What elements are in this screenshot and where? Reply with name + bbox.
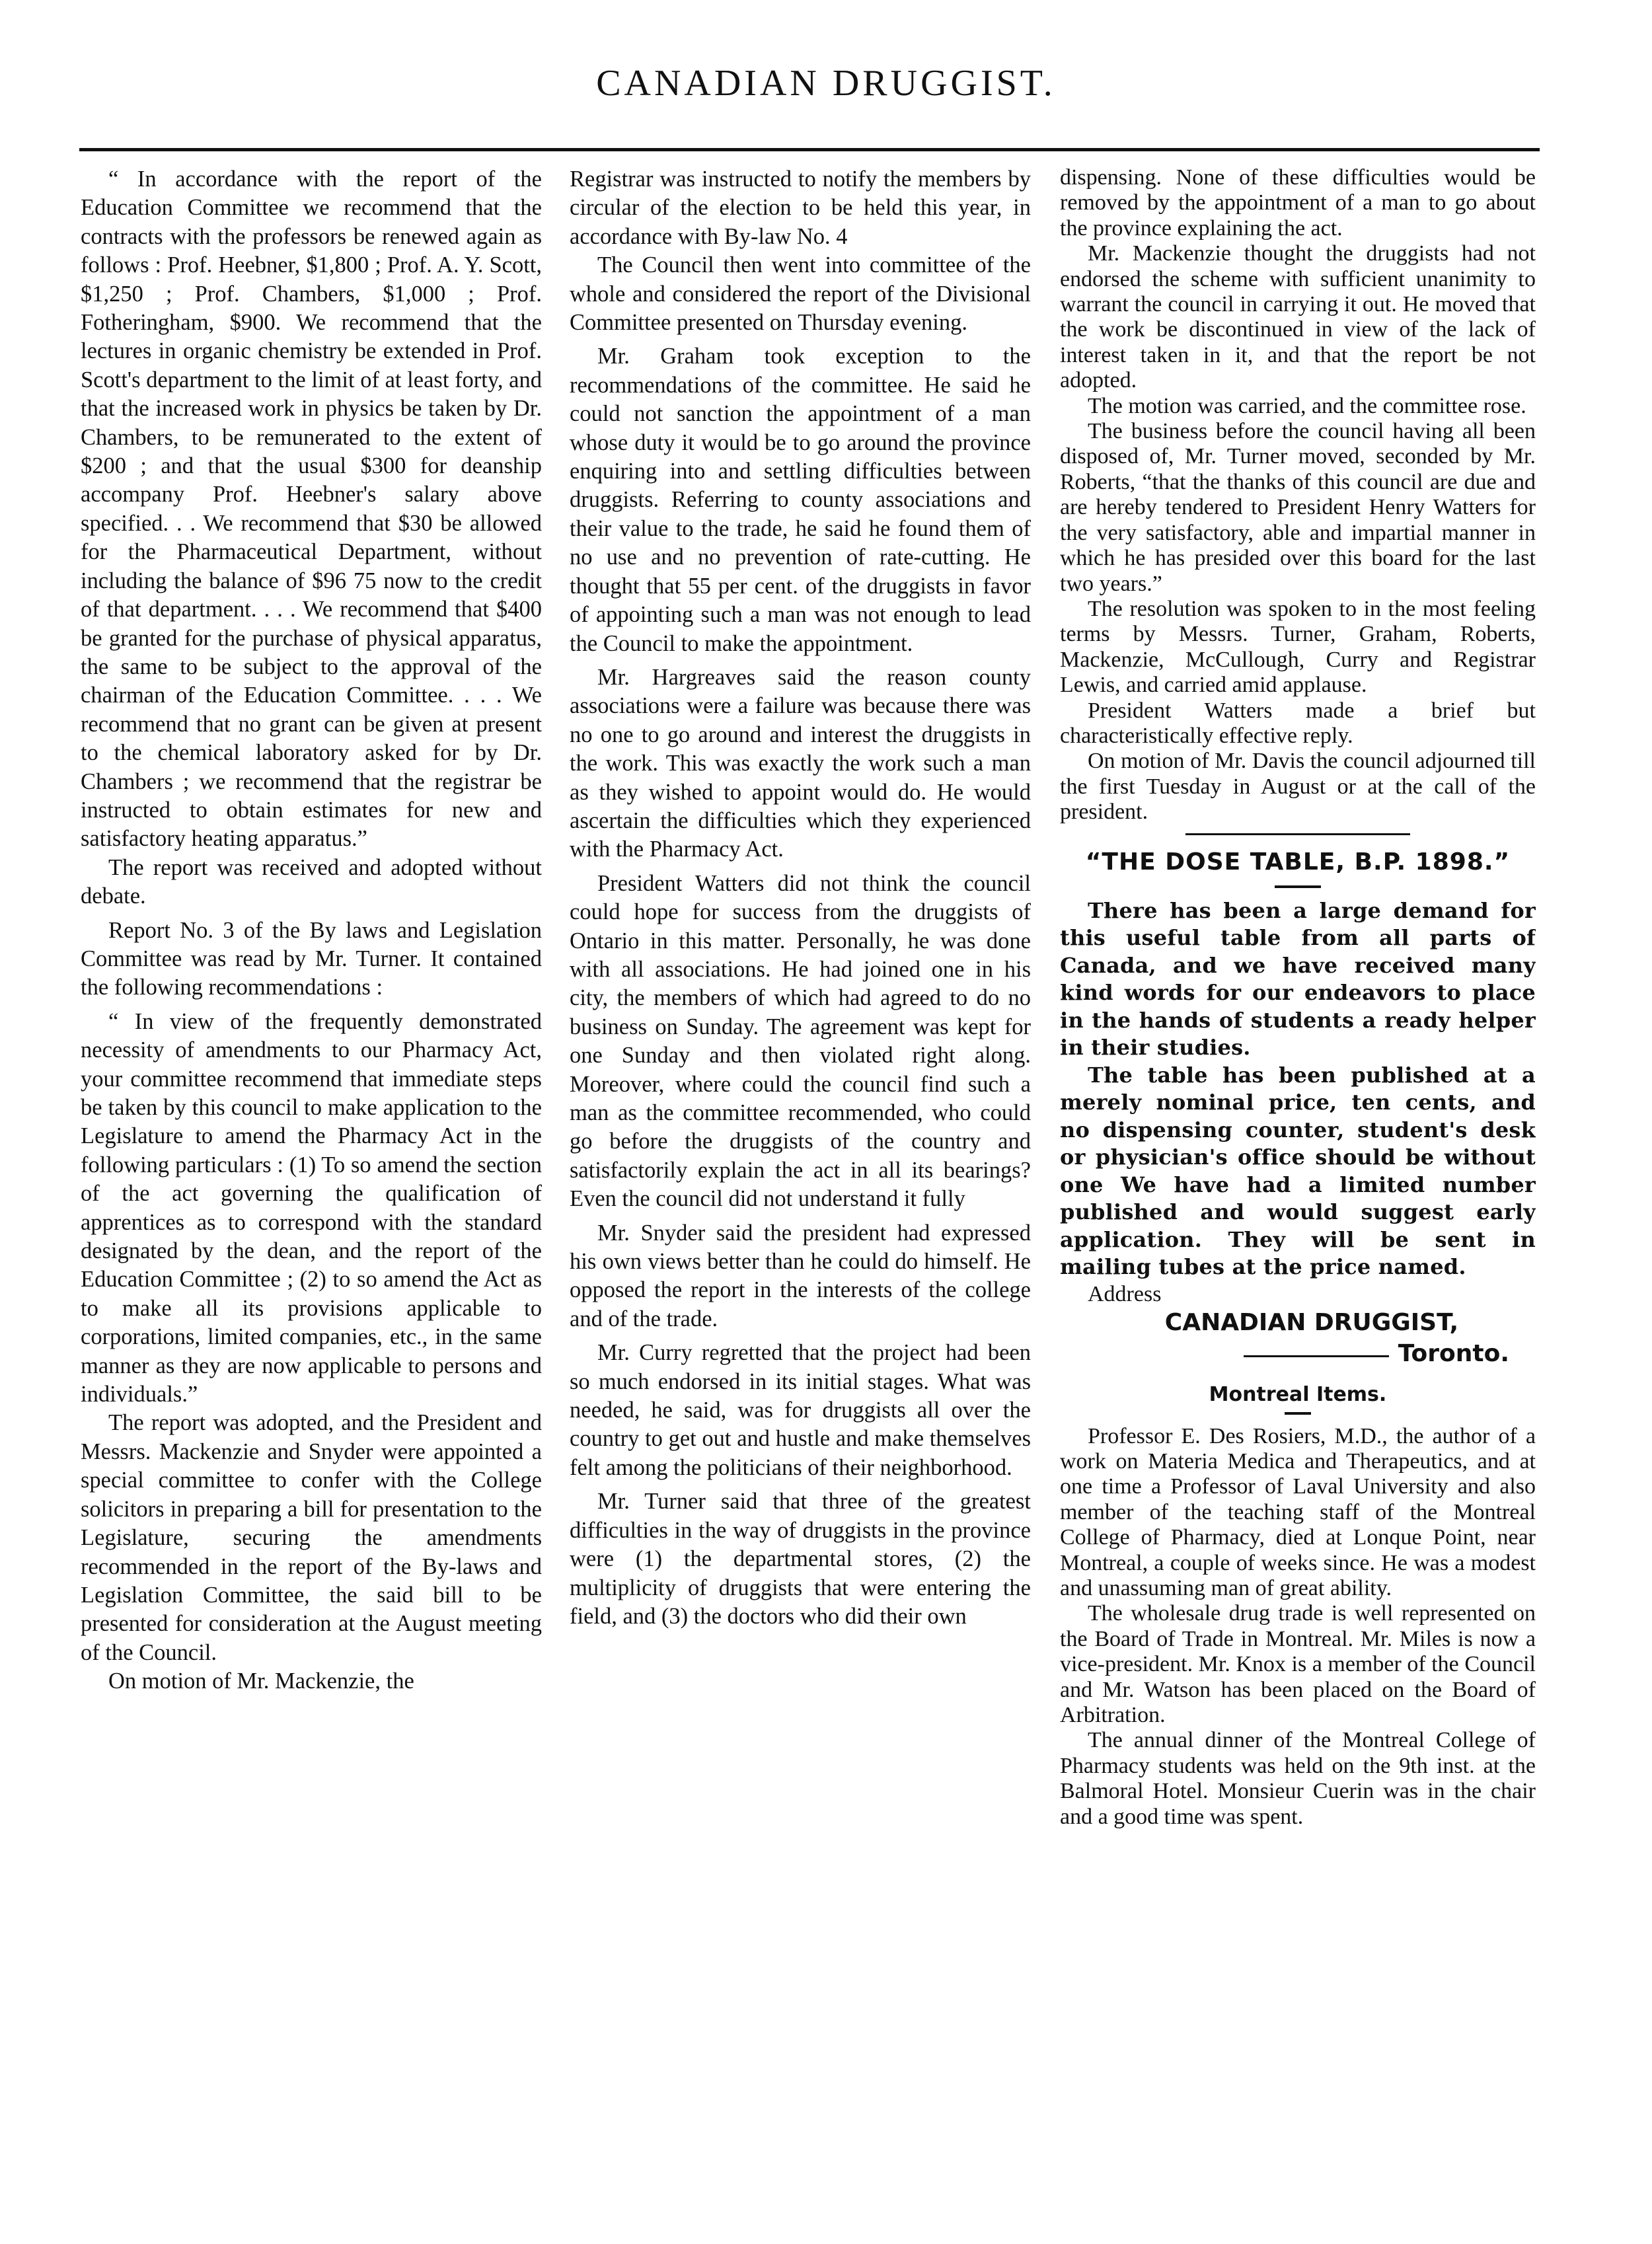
montreal-items-heading: Montreal Items. xyxy=(1209,1382,1387,1406)
dose-table-heading: “THE DOSE TABLE, B.P. 1898.” xyxy=(1085,848,1511,876)
paragraph: Mr. Mackenzie thought the druggists had not endorsed the scheme with sufficient unanimity to warrant the council in carrying it out. He moved that the work be discontinued in view of the lack of interest taken in it, and that the report be not adopted. xyxy=(1060,241,1536,393)
paragraph: The wholesale drug trade is well represented on the Board of Trade in Montreal. Mr. Miles is now a vice-president. Mr. Knox is a member of the Council and Mr. Watson has been placed on the Board of Arbitration. xyxy=(1060,1601,1536,1728)
montreal-items-section xyxy=(1060,1382,1536,1830)
paragraph: The business before the council having all been disposed of, Mr. Turner moved, seconded by Mr. Roberts, “that the thanks of this council are due and are hereby tendered to President Henry Watters for the very satisfactory, able and impartial manner in which he has presided over this board for the last two years.” xyxy=(1060,419,1536,596)
address-label: Address xyxy=(1088,1281,1162,1306)
publisher-name: CANADIAN DRUGGIST, xyxy=(1164,1308,1459,1336)
paragraph: “ In view of the frequently demonstrated necessity of amendments to our Pharmacy Act, your committee recommend that immediate steps be taken by this council to make application to the Legislature to amend the Pharmacy Act in the following particulars : (1) To so amend the section of the act governing the qualification of apprentices as to correspond with the standard designated by the dean, and the report of the Education Committee ; (2) to so amend the Act as to make all its provisions applicable to corporations, limited companies, etc., in the same manner as they are now applicable to persons and individuals.” xyxy=(81,1008,542,1407)
heading-rule xyxy=(1285,1412,1311,1415)
paragraph: Mr. Curry regretted that the project had been so much endorsed in its initial stages. What was needed, he said, was for druggists all over the country to get out and hustle and make themselves felt among the politicians of their neighborhood. xyxy=(570,1340,1031,1480)
paragraph: Mr. Graham took exception to the recommendations of the committee. He said he could not sanction the appointment of a man whose duty it would be to go around the province enquiring into and settling difficulties between druggists. Referring to county associations and their value to the trade, he said he found them of no use and no prevention of rate-cutting. He thought that 55 per cent. of the druggists in favor of appointing such a man was not enough to lead the Council to make the appointment. xyxy=(570,344,1031,656)
header-rule xyxy=(79,148,1540,151)
publisher-city: Toronto. xyxy=(1398,1339,1509,1367)
dose-table-notice xyxy=(1060,848,1536,1370)
paragraph: The annual dinner of the Montreal College of Pharmacy students was held on the 9th inst. at the Balmoral Hotel. Monsieur Cuerin was in the chair and a good time was spent. xyxy=(1060,1728,1536,1829)
paragraph: The resolution was spoken to in the most feeling terms by Messrs. Turner, Graham, Roberts, Mackenzie, McCullough, Curry and Registrar Lewis, and carried amid applause. xyxy=(1060,596,1536,698)
paragraph: dispensing. None of these difficulties would be removed by the appointment of a man to go about the province explaining the act. xyxy=(1060,165,1536,241)
paragraph: Mr. Snyder said the president had expressed his own views better than he could do himself. He opposed the report in the interests of the college and of the trade. xyxy=(570,1220,1031,1331)
paragraph: Professor E. Des Rosiers, M.D., the author of a work on Materia Medica and Therapeutics, and at one time a Professor of Laval University and also member of the teaching staff of the Montreal College of Pharmacy, died at Lonque Point, near Montreal, a couple of weeks since. He was a modest and unassuming man of great ability. xyxy=(1060,1423,1536,1600)
paragraph: There has been a large demand for this useful table from all parts of Canada, and we have received many kind words for our endeavors to place in the hands of students a ready helper in their studies. xyxy=(1060,897,1536,1061)
dose-table-body xyxy=(1060,897,1536,1281)
section-divider xyxy=(1185,833,1410,835)
paragraph: The motion was carried, and the committee rose. xyxy=(1088,393,1526,418)
paragraph: The report was received and adopted without debate. xyxy=(81,854,542,909)
paragraph: Mr. Turner said that three of the greatest difficulties in the way of druggists in the province were (1) the departmental stores, (2) the multiplicity of druggists that were entering the field, and (3) the doctors who did their own xyxy=(570,1489,1031,1629)
paragraph: On motion of Mr. Mackenzie, the xyxy=(108,1668,414,1694)
paragraph: On motion of Mr. Davis the council adjourned till the first Tuesday in August or at the call of the president. xyxy=(1060,749,1536,825)
running-head: CANADIAN DRUGGIST. xyxy=(596,63,1056,104)
paragraph: President Watters did not think the council could hope for success from the druggists of Ontario in this matter. Personally, he was done with all associations. He had joined one in his city, the members of which had agreed to do no business on Sunday. The agreement was kept for one Sunday and then violated right along. Moreover, where could the council find such a man as the committee recommended, who could go before the druggists of the country and satisfactorily explain the act in all its bearings? Even the council did not understand it fully xyxy=(570,870,1031,1212)
paragraph: The Council then went into committee of the whole and considered the report of the Divisional Committee presented on Thursday evening. xyxy=(570,252,1031,336)
paragraph: President Watters made a brief but characteristically effective reply. xyxy=(1060,698,1536,748)
address-blank-line xyxy=(1244,1355,1389,1357)
column-1 xyxy=(81,165,542,2161)
heading-rule xyxy=(1275,885,1321,888)
paragraph: Report No. 3 of the By laws and Legislation Committee was read by Mr. Turner. It contained the following recommendations : xyxy=(81,917,542,1000)
paragraph: The table has been published at a merely nominal price, ten cents, and no dispensing counter, student's desk or physician's office should be without one We have had a limited number published and would suggest early application. They will be sent in mailing tubes at the price named. xyxy=(1060,1062,1536,1280)
paragraph: “ In accordance with the report of the Education Committee we recommend that the contracts with the professors be renewed again as follows : Prof. Heebner, $1,800 ; Prof. A. Y. Scott, $1,250 ; Prof. Chambers, $1,000 ; Prof. Fotheringham, $900. We recommend that the lectures in organic chemistry be extended in Prof. Scott's department to the limit of at least forty, and that the increased work in physics be taken by Dr. Chambers, to be remunerated to the extent of $200 ; and that the usual $300 for deanship accompany Prof. Heebner's salary above specified. . . We recommend that $30 be allowed for the Pharmaceutical Department, without including the balance of $96 75 now to the credit of that department. . . . We recommend that $400 be granted for the purchase of physical apparatus, the same to be subject to the approval of the chairman of the Education Committee. . . . We recommend that no grant can be given at present to the chemical laboratory asked for by Dr. Chambers ; we recommend that the registrar be instructed to obtain estimates for new and satisfactory heating apparatus.” xyxy=(81,167,542,852)
paragraph: The report was adopted, and the President and Messrs. Mackenzie and Snyder were appointed a special committee to confer with the College solicitors in preparing a bill for presentation to the Legislature, securing the amendments recommended in the report of the By-laws and Legislation Committee, the said bill to be presented for consideration at the August meeting of the Council. xyxy=(81,1410,542,1665)
column-3 xyxy=(1060,165,1536,2161)
paragraph: Mr. Hargreaves said the reason county associations were a failure was because there was no one to go around and interest the druggists in the work. This was exactly the work such a man as they wished to appoint would do. He would ascertain the difficulties which they experienced with the Pharmacy Act. xyxy=(570,664,1031,862)
column-2 xyxy=(570,165,1031,2161)
paragraph: Registrar was instructed to notify the members by circular of the election to be held this year, in accordance with By-law No. 4 xyxy=(570,167,1031,249)
publisher-city-line xyxy=(1060,1338,1536,1370)
